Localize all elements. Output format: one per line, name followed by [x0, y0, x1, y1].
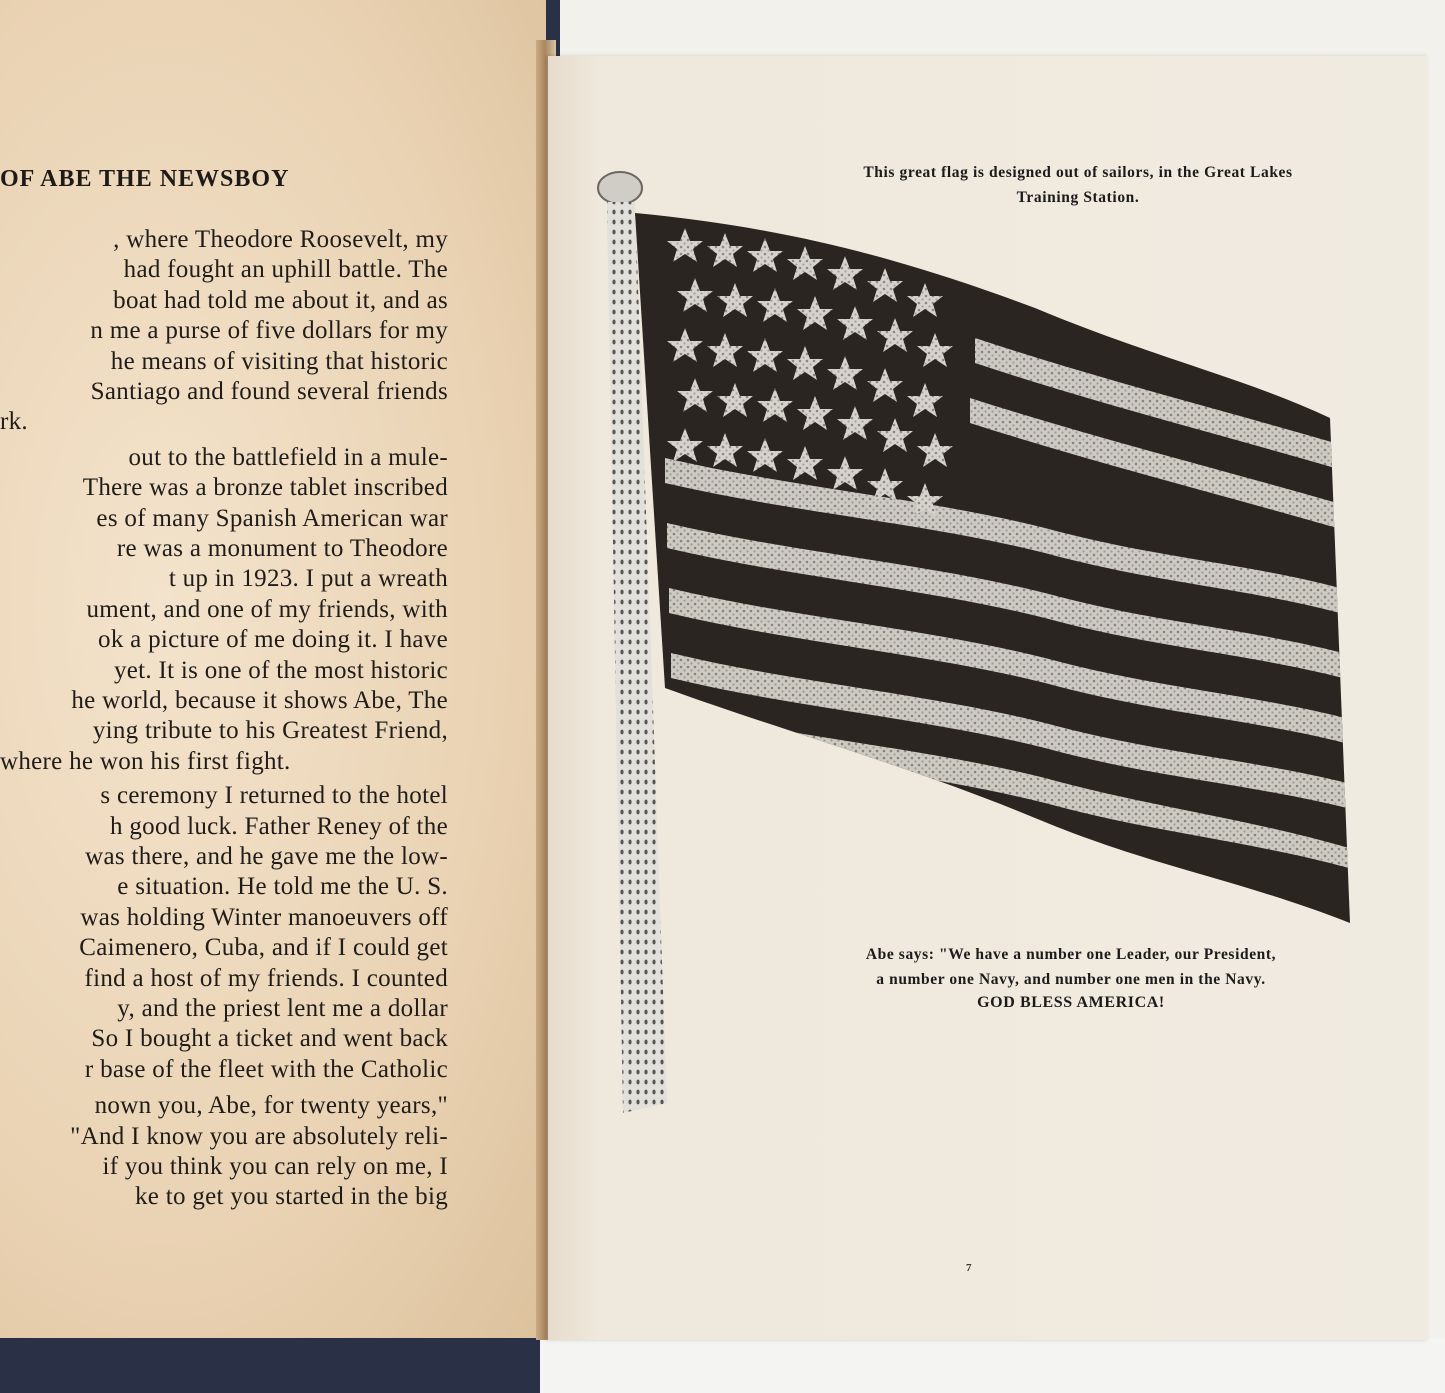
- text-line: had fought an uphill battle. The: [123, 256, 448, 284]
- text-line: where he won his first fight.: [0, 747, 291, 775]
- text-line: find a host of my friends. I counted: [84, 964, 448, 992]
- text-line: he world, because it shows Abe, The: [71, 687, 448, 714]
- text-line: boat had told me about it, and as: [113, 286, 448, 314]
- flag-cloth: [595, 168, 1365, 968]
- text-line: There was a bronze tablet inscribed: [82, 474, 448, 502]
- bottom-caption-line-3: GOD BLESS AMERICA!: [977, 994, 1165, 1011]
- text-line: ok a picture of me doing it. I have: [98, 626, 448, 654]
- text-line: ument, and one of my friends, with: [86, 595, 448, 623]
- top-caption-line-2: Training Station.: [1016, 189, 1140, 206]
- bottom-caption-line-2: a number one Navy, and number one men in the Navy.: [876, 971, 1266, 988]
- running-head: OF ABE THE NEWSBOY: [0, 166, 290, 192]
- text-line: yet. It is one of the most historic: [113, 656, 448, 684]
- text-line: es of many Spanish American war: [96, 504, 448, 532]
- text-line: "And I know you are absolutely reli-: [70, 1122, 448, 1150]
- text-line: was holding Winter manoeuvers off: [80, 903, 448, 931]
- top-caption-line-1: This great flag is designed out of sailors, in the Great Lakes: [863, 164, 1293, 181]
- text-line: r base of the fleet with the Catholic: [84, 1055, 448, 1083]
- bottom-caption-line-1: Abe says: "We have a number one Leader, our President,: [865, 946, 1277, 963]
- text-line: So I bought a ticket and went back: [91, 1025, 448, 1053]
- text-line: Caimenero, Cuba, and if I could get: [79, 934, 448, 962]
- text-line: e situation. He told me the U. S.: [117, 873, 448, 901]
- text-line: t up in 1923. I put a wreath: [168, 565, 448, 593]
- left-page: [0, 0, 546, 1338]
- text-line: y, and the priest lent me a dollar: [117, 995, 448, 1022]
- text-line: ke to get you started in the big: [134, 1183, 448, 1211]
- text-line: nown you, Abe, for twenty years,": [94, 1092, 448, 1120]
- text-line: out to the battlefield in a mule-: [128, 443, 448, 471]
- text-line: if you think you can rely on me, I: [102, 1153, 448, 1180]
- text-line: s ceremony I returned to the hotel: [100, 782, 448, 810]
- background-surface: [540, 1338, 1445, 1393]
- text-line: Santiago and found several friends: [90, 378, 448, 405]
- text-line: h good luck. Father Reney of the: [110, 812, 448, 840]
- text-line: was there, and he gave me the low-: [85, 843, 448, 870]
- text-line: n me a purse of five dollars for my: [90, 317, 448, 345]
- text-line: he means of visiting that historic: [110, 347, 448, 375]
- text-line: ying tribute to his Greatest Friend,: [92, 717, 448, 745]
- text-line: re was a monument to Theodore: [116, 535, 448, 562]
- text-line: rk.: [0, 408, 28, 436]
- page-number: 7: [966, 1262, 972, 1274]
- text-line: , where Theodore Roosevelt, my: [113, 226, 448, 253]
